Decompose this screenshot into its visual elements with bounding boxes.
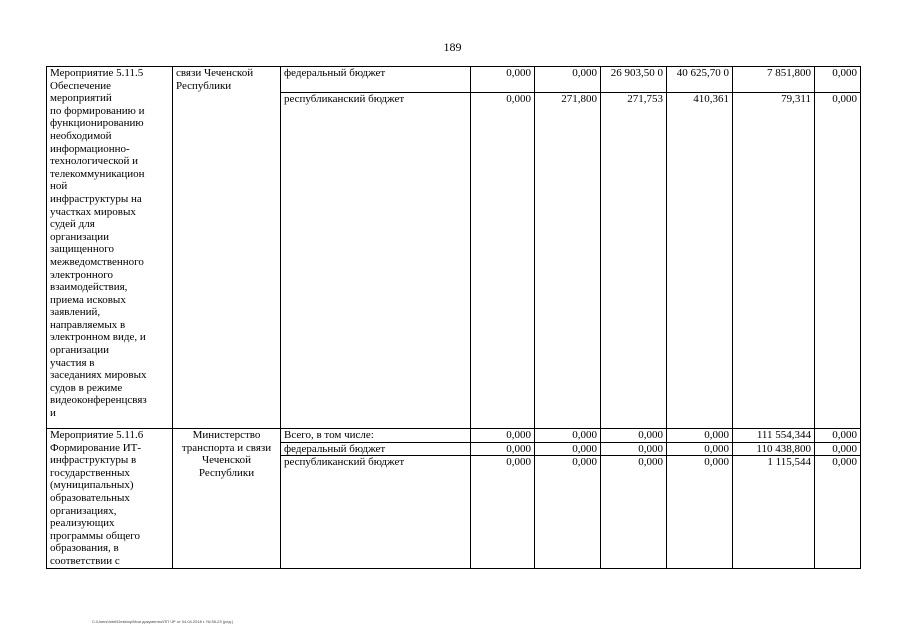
description-line: участках мировых (50, 205, 136, 218)
value-cell: 271,753 (601, 93, 667, 429)
description-line: инфраструктуры на (50, 192, 142, 205)
page-number: 189 (443, 40, 462, 54)
value-cell: 0,000 (601, 442, 667, 456)
description-line: функционированию (50, 117, 144, 130)
description-line: судей для (50, 218, 95, 231)
value-cell: 0,000 (535, 67, 601, 93)
value-cell: 111 554,344 (733, 429, 815, 443)
description-line: технологической и (50, 155, 139, 168)
description-line: по формированию и (50, 104, 145, 117)
executor-cell: связи Чеченской Республики (173, 67, 281, 429)
funding-source: федеральный бюджет (281, 67, 471, 93)
description-line: организациях, (50, 504, 117, 517)
description-line: Мероприятие 5.11.5 (50, 67, 144, 79)
budget-table (46, 66, 861, 569)
description-line: программы общего (50, 529, 141, 542)
value-cell: 79,311 (733, 93, 815, 429)
description-line: Обеспечение (50, 79, 111, 92)
value-cell: 0,000 (815, 456, 861, 568)
value-cell: 1 115,544 (733, 456, 815, 568)
description-line: Формирование ИТ- (50, 441, 142, 454)
description-line: взаимодействия, (50, 281, 128, 294)
description-line: видеоконференцсвяз (50, 394, 147, 407)
description-line: реализующих (50, 517, 115, 530)
description-line: участия в (50, 356, 95, 369)
value-cell: 0,000 (471, 67, 535, 93)
description-line: судов в режиме (50, 381, 123, 394)
description-line: информационно- (50, 142, 130, 155)
value-cell: 0,000 (535, 429, 601, 443)
value-cell: 26 903,50 0 (601, 67, 667, 93)
value-cell: 0,000 (535, 456, 601, 568)
description-line: государственных (50, 466, 130, 479)
description-line: заявлений, (50, 306, 101, 319)
funding-source: республиканский бюджет (281, 93, 471, 429)
description-line: необходимой (50, 129, 112, 142)
value-cell: 0,000 (471, 442, 535, 456)
value-cell: 0,000 (471, 456, 535, 568)
description-line: защищенного (50, 243, 114, 256)
value-cell: 0,000 (601, 456, 667, 568)
description-line: электронном виде, и (50, 331, 146, 344)
description-line: и (50, 407, 56, 420)
value-cell: 410,361 (667, 93, 733, 429)
table-row (47, 67, 861, 93)
value-cell: 0,000 (815, 429, 861, 443)
value-cell: 0,000 (535, 442, 601, 456)
value-cell: 0,000 (815, 93, 861, 429)
description-line: приема исковых (50, 293, 126, 306)
value-cell: 0,000 (471, 93, 535, 429)
value-cell: 110 438,800 (733, 442, 815, 456)
description-line: телекоммуникацион (50, 167, 145, 180)
value-cell: 0,000 (667, 456, 733, 568)
table-row (47, 429, 861, 443)
description-line: мероприятий (50, 92, 112, 105)
description-line: ной (50, 180, 68, 193)
funding-source: федеральный бюджет (281, 442, 471, 456)
funding-source: республиканский бюджет (281, 456, 471, 568)
description-line: электронного (50, 268, 114, 281)
description-line: заседаниях мировых (50, 369, 147, 382)
value-cell: 7 851,800 (733, 67, 815, 93)
value-cell: 0,000 (601, 429, 667, 443)
description-line: межведомственного (50, 255, 144, 268)
value-cell: 0,000 (815, 442, 861, 456)
description-line: организации (50, 230, 110, 243)
description-line: (муниципальных) (50, 479, 134, 492)
description-line: направляемых в (50, 318, 126, 331)
executor-cell: Министерство транспорта и связи Чеченской Республики (173, 429, 281, 569)
funding-source: Всего, в том числе: (281, 429, 471, 443)
value-cell: 0,000 (471, 429, 535, 443)
description-line: инфраструктуры в (50, 454, 137, 467)
description-line: соответствии с (50, 554, 120, 567)
description-line: Мероприятие 5.11.6 (50, 429, 144, 441)
value-cell: 0,000 (667, 429, 733, 443)
description-line: образования, в (50, 542, 119, 555)
measure-description (47, 429, 173, 569)
value-cell: 40 625,70 0 (667, 67, 733, 93)
description-line: образовательных (50, 491, 130, 504)
description-line: организации (50, 344, 110, 357)
measure-description (47, 67, 173, 429)
value-cell: 271,800 (535, 93, 601, 429)
value-cell: 0,000 (667, 442, 733, 456)
footer-path: C:\Users\Intel\Desktop\Мои документы\ПП ЧР от 04.04.2018 г. № 55-23 (ред.) (92, 619, 234, 624)
value-cell: 0,000 (815, 67, 861, 93)
